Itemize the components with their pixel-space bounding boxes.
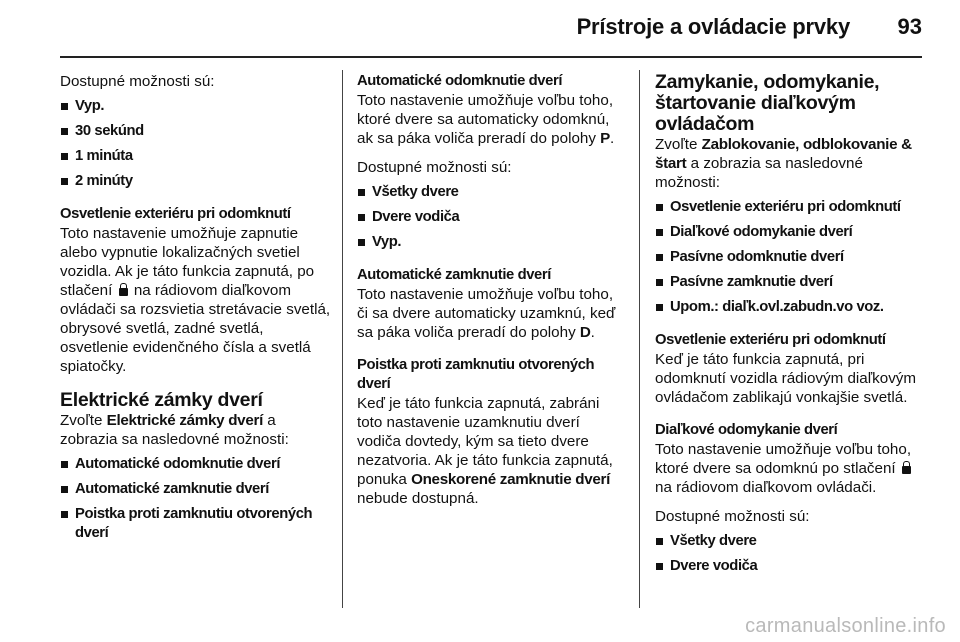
remote-options-list [655,198,925,317]
gear-position: D [579,324,591,341]
options-intro: Dostupné možnosti sú: [60,73,215,90]
menu-name: Elektrické zámky dverí [106,412,264,429]
page-title: Prístroje a ovládacie prvky [576,14,850,39]
list-item: Dvere vodiča [357,208,625,227]
list-item: Vyp. [357,233,625,252]
list-item: Osvetlenie exteriéru pri odomknutí [655,198,925,217]
auto-lock-text [357,285,625,342]
auto-unlock-heading: Automatické odomknutie dverí [357,73,563,89]
remote-unlock-text [655,440,925,497]
remote-intro [655,135,925,192]
unlock-icon [119,288,128,296]
anti-lockout-heading: Poistka proti zamknutiu otvorených dverí [357,357,595,392]
text-run: Toto nastavenie umožňuje voľbu toho, či sa dvere automaticky uzamknú, keď sa páka voliča preradí do polohy [357,286,616,341]
auto-lock-heading: Automatické zamknutie dverí [357,267,551,283]
column-2 [357,72,625,508]
exterior-heading: Osvetlenie exteriéru pri odomknutí [655,332,886,348]
text-run: a zobrazia sa nasledovné možnosti: [655,155,863,191]
text-run: nebude dostupná. [357,490,479,507]
text-run: zobrazia sa nasledovné možnosti: [60,431,289,448]
column-divider-2 [639,70,640,608]
text-run: Toto nastavenie umožňuje voľbu toho, ktoré dvere sa odomknú po stlačení [655,441,912,477]
timeout-options-list [60,97,332,191]
column-3 [655,72,925,576]
list-item: Pasívne odomknutie dverí [655,248,925,267]
list-item: Automatické zamknutie dverí [60,480,332,499]
options-intro: Dostupné možnosti sú: [655,508,810,525]
page-number: 93 [897,14,922,39]
text-run: . [610,130,615,147]
list-item: Poistka proti zamknutiu otvorených dverí [60,505,332,543]
page-header [0,0,960,62]
exterior-text: Keď je táto funkcia zapnutá, pri odomknutí vozidla rádiovým diaľkovým ovládačom zablikajú vonkajšie svetlá. [655,351,917,406]
text-run: Zvoľte [60,412,103,429]
text-run: na rádiovom diaľkovom ovládači. [655,479,877,496]
exterior-lighting-text [60,224,332,376]
list-item: 30 sekúnd [60,122,332,141]
exterior-lighting-heading: Osvetlenie exteriéru pri odomknutí [60,206,291,222]
text-run: . [590,324,595,341]
list-item: Pasívne zamknutie dverí [655,273,925,292]
list-item: Diaľkové odomykanie dverí [655,223,925,242]
list-item: 2 minúty [60,172,332,191]
anti-lockout-text [357,394,625,508]
remote-heading: Zamykanie, odomykanie, štartovanie diaľkovým ovládačom [655,71,880,135]
column-divider-1 [342,70,343,608]
remote-unlock-options-list [655,532,925,576]
door-locks-intro [60,411,332,449]
list-item: Dvere vodiča [655,557,925,576]
text-run: Keď je táto funkcia zapnutá, zabráni toto nastavenie uzamknutiu dverí vodiča dovtedy, kým sa tieto dvere nezatvoria. Ak je táto funkcia zapnutá, ponuka [357,395,613,488]
auto-unlock-options-list [357,183,625,252]
menu-name: Zablokovanie, odblokovanie & štart [655,136,912,172]
text-run: na rádiovom diaľkovom ovládači sa rozsvietia stretávacie svetlá, obrysové svetlá, zadné svetlá, osvetlenie evidenčného čísla a svetlá spiatočky. [60,282,331,375]
list-item: Automatické odomknutie dverí [60,455,332,474]
gear-position: P [600,130,611,147]
header-divider [60,56,922,58]
options-intro: Dostupné možnosti sú: [357,159,512,176]
watermark: carmanualsonline.info [745,615,946,637]
list-item: Vyp. [60,97,332,116]
remote-unlock-heading: Diaľkové odomykanie dverí [655,422,838,438]
column-1 [60,72,332,543]
list-item: 1 minúta [60,147,332,166]
door-locks-options-list [60,455,332,543]
auto-unlock-text [357,91,625,148]
menu-name: Oneskorené zamknutie dverí [411,471,611,488]
unlock-icon [902,466,911,474]
text-run: Toto nastavenie umožňuje voľbu toho, ktoré dvere sa automaticky odomknú, ak sa páka voliča preradí do polohy [357,92,614,147]
list-item: Všetky dvere [655,532,925,551]
text-run: Zvoľte [655,136,698,153]
text-run: a [267,412,276,429]
door-locks-heading: Elektrické zámky dverí [60,389,263,411]
text-run: Toto nastavenie umožňuje zapnutie alebo vypnutie lokalizačných svetiel vozidla. Ak je táto funkcia zapnutá, po stlačení [60,225,315,299]
list-item: Upom.: diaľk.ovl.zabudn.vo voz. [655,298,925,317]
list-item: Všetky dvere [357,183,625,202]
